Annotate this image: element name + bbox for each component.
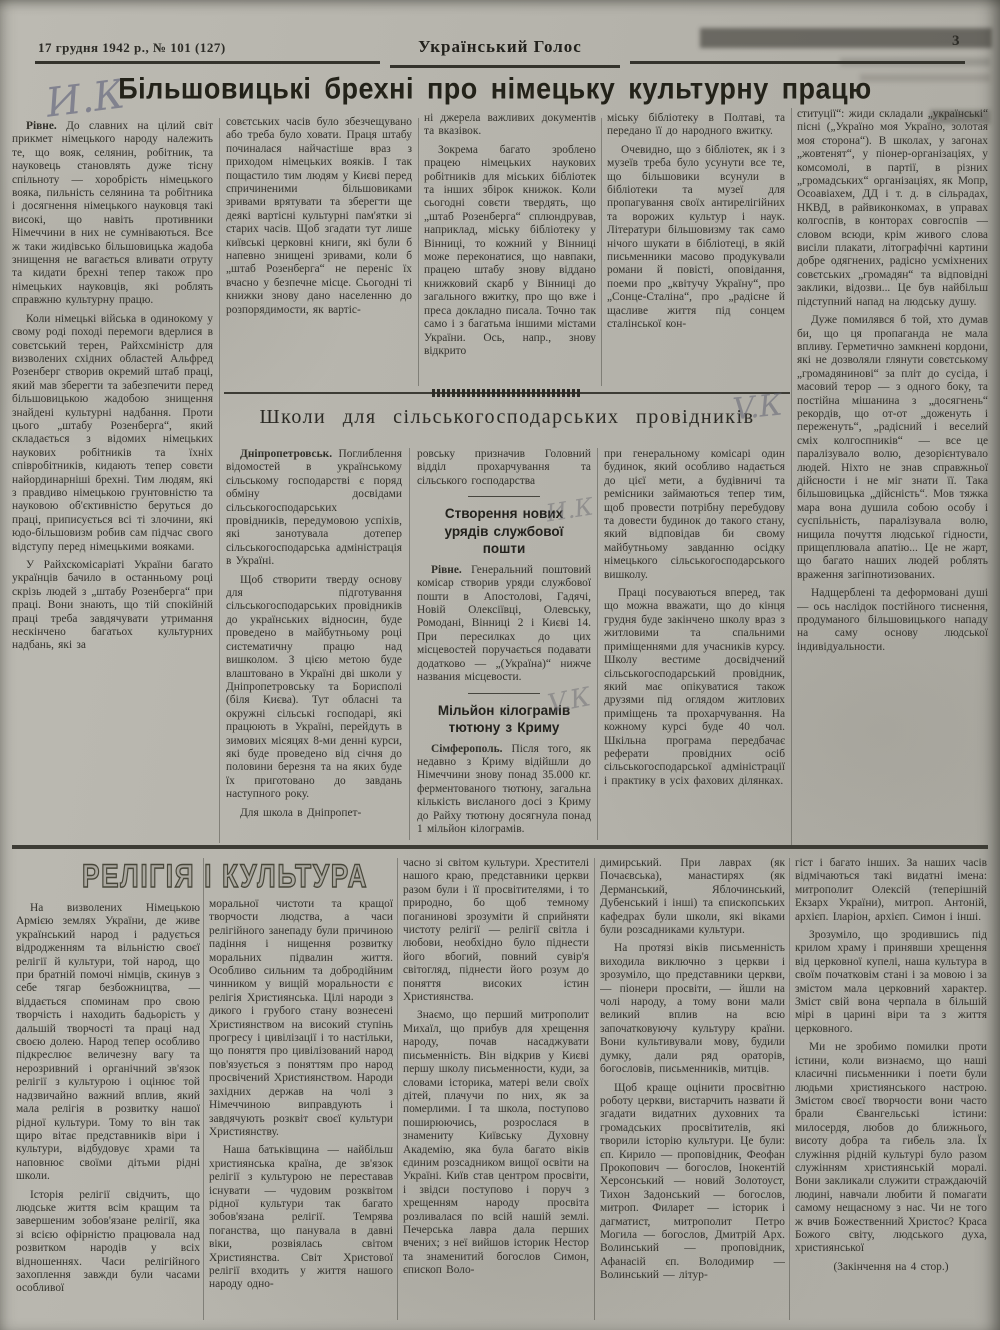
- bleedthrough-smudge: [700, 28, 992, 48]
- post-offices-title: Створення нових урядів службової пошти: [444, 506, 564, 557]
- paragraph: ровську призначив Головний відділ прохарчування та сільського господарства: [417, 448, 591, 487]
- paragraph: Знаємо, що перший митрополит Михаїл, що прибув для хрещення народу, почав насаджувати письменність. Він відкрив у Києві першу школу письменности, куди, за словами історика, матері вели своїх дітей, плачучи по них, як за померлими. І та школа, поступово поширюючись, розрослася в знамениту Київську Духовну Академію, яка була багато віків єдиним розсадником вищої освіти на Україні. Київ став центром просвіти, і звідси поступово і поруч з хрещенням народу просвіта розливалася по всій нашій землі. Печерська лавра дала перших вчених; з неї вийшов історик Нестор та знаменитий богослов Симон, єпископ Воло-: [403, 1009, 589, 1277]
- paragraph: при генеральному комісарі один будинок, який особливо надається до цієї мети, а будівничі та ремісники займаються тепер тим, щоб провести потрібну перебудову та довести будинок до такого стану, який відповідав би свому майбутньому завданню осідку німецького сільськогосподарського вишколу.: [604, 448, 785, 581]
- masthead-rule: [35, 61, 380, 64]
- article2-column-3: [604, 448, 785, 840]
- article1-column-5: [797, 108, 988, 846]
- column-separator: [397, 858, 398, 1320]
- paragraph: ституції“: жиди складали „українські“ пісні („Україно моя Україно, золотая моя сторона“). В школах, у загонах „жовтенят“, у піонер-організаціях, у комсомолі, в партії, в різних „громадських“ організаціях, як Мопр, Осоавіахем, ДД і т. д. в сільрадах, НКВД, в райвиконкомах, в управах колгоспів, в конторах совгоспів — словом всюди, крім живого слова висіли плакати, літографічні картини добре одягнених, радісно усміхнених совєтських „громадян“ та відповідні заклики, відозви... Це був найбільш підступний напад на людську душу.: [797, 108, 988, 308]
- column-separator: [597, 448, 598, 840]
- handwritten-mark: V.К: [545, 682, 594, 720]
- paragraph: гіст і багато інших. За наших часів відмічаються такі видатні імена: митрополит Олексій (теперішній Екзарх України), митроп. Антоній, архієп. Іларіон, архієп. Симон і інші.: [795, 857, 987, 923]
- paragraph: Щоб створити тверду основу для підготування сільськогосподарських провідників до українських відносин, буде проведено в майбутньому році систематичну працю над вишколом. З цією метою буде влаштовано в Україні дві школи у Дніпропетровську та Борисполі (біля Києва). Тут обласні та окружні сільські господарі, які працюють в Україні, перейдуть в зимових місяцях 8-ми денні курси, які буде проведено від січня до половини березня та на яких буде їх приготовано до завдань наступного року.: [226, 573, 402, 801]
- paragraph: Дніпропетровськ. Поглиблення відомостей в українському сільському господарстві є поряд обміну досвідами сільськогосподарських провідників, передумовою успіхів, які занотувала дотепер сільськогосподарська адміністрація в Україні.: [226, 448, 402, 568]
- decorative-rule: [432, 389, 582, 397]
- paragraph: Рівне. Генеральний поштовий комісар створив уряди службової пошти в Апостолові, Гадячі, Новій Олексіївці, Олевську, Ромодані, Вінниці 2 і Києві 14. При пересилках до цих місцевостей поручається подавати додатково — „(Україна)“ нижче названия місцевости.: [417, 563, 591, 684]
- paragraph: Зокрема багато зроблено працею німецьких наукових робітників для міських бібліотек та інших збірок книжок. Коли сьогодні совєти твердять, що „штаб Розенберга“ сплюндрував, наприклад, міську бібліотеку у Вінниці, то кожний у Вінниці може переконатися, що навпаки, працею штабу знову віддано книжковий скарб у Вінниці до загального вжитку, про що вже і преса докладно писала. Точно так само і з багатьма іншими містами України. Ось, напр., знову відкрито: [424, 143, 596, 357]
- paragraph: Щоб краще оцінити просвітню роботу церкви, вистарчить назвати й згадати видатних духовних та громадських просвітителів, які творили історію культури. Це були: єп. Кирило — проповідник, Феофан Прокопович — богослов, Інокентій Херсонський — новий Золотоуст, Тихон Задонський — богослов, митроп. Филарет — історик і дагматист, митрополит Петро Могила — богослов, Дмитрій Арх. Волинський — проповідник, Афанасій єп. Володимир — Волинський — літур-: [600, 1081, 785, 1282]
- tobacco-title: Мільйон кілограмів тютюну з Криму: [437, 702, 571, 736]
- paragraph: міську бібліотеку в Полтаві, та передано її до народного вжитку.: [607, 112, 785, 138]
- page-number: 3: [952, 33, 960, 49]
- paragraph: На протязі віків письменність виходила виключно з церкви і зрозуміло, що представники церкви, — піонери просвіти, — йшли на чолі народу, а тому вони мали великий вплив на всю започатковуючу культуру країни. Вони культивували мову, будили думку, дали ряд ораторів, богословів, письменників, митців.: [600, 942, 785, 1076]
- paragraph: Надщерблені та деформовані душі — ось наслідок постійного тиснення, продуманого більшовицького нападу на саму основу людської індивідуальности.: [797, 587, 988, 653]
- handwritten-mark: И.К: [544, 492, 596, 528]
- paragraph: Праці посуваються вперед, так що можна вважати, що до кінця грудня буде закінчено школу враз з житловими та спальними приміщеннями для учасників курсу. Школу вестиме досвідчений сільськогосподарський провідник, який має опікуватися також друзями під оглядом житлових приміщень та прохарчування. На кожному курсі буде 40 чол. Шкільна програма передбачає реферати провідних осіб сільськогосподарської адміністрації і практику в усіх фахових ділянках.: [604, 587, 785, 787]
- paragraph: Історія релігії свідчить, що людське життя всім кращим та завершеним зобов'язане релігії, яка зі всією офірністю працювала над розвитком народів у всіх відношеннях. Часи релігійного захоплення завжди були часами особливої: [16, 1188, 200, 1295]
- article2-column-2: [417, 448, 591, 840]
- paragraph: На визволених Німецькою Армією землях України, де живе український народ і радується відродженням та вільністю своєї релігії й культури, той народ, що при братній помочі німців, скинув з себе тягар безбожництва, — віддається споминам про свою творчість і находить бадьорість у дальшій творчості та праці над своєю долею. Народ тепер особливо підкреслює величезну вагу та нерозривний і органічний зв'язок релігії з культурою і оцінює той надзвичайно важний вплив, який мала релігія в розвитку нашої рідної культури. Тому то він так щиро вітає представників віри і культури, відбудовує храми та наповнює своїми дітьми рідні школи.: [16, 902, 200, 1183]
- article-divider: [468, 693, 540, 694]
- paragraph: Рівне. До славних на цілий світ прикмет німецького народу належить те, що вояк, селянин, робітник, та науковець становлять дуже тісну спільноту — хоробрість німецького вояка, пильність селянина та робітника і досягнення німецького науковця такі високі, що навіть противники Німеччини в них не сумніваються. Все ж таки жидівсько більшовицька жадоба знищення не вагається вливати отруту та кидати брехні тепер також про німецьких науковців, які роблять справжню культурну працю.: [12, 120, 213, 307]
- article1-column-3: [424, 112, 596, 386]
- article1-column-1: [12, 120, 213, 842]
- handwritten-mark: И.К: [43, 71, 128, 127]
- column-separator: [791, 108, 792, 845]
- paragraph: Наша батьківщина — найбільш християнська країна, де зв'язок релігії з культурою не переставав існувати — чудовим розквітом рідної культури так багато зобов'язана релігії. Темрява поганства, що панувала в давні віки, розвіялась світом Християнства. Світ Христової релігії входить у життя нашого народу одно-: [209, 1144, 393, 1291]
- column-separator: [594, 858, 595, 1320]
- article3-column-4: [600, 857, 785, 1320]
- main-headline: Більшовицькі брехні про німецьку культурну працю: [118, 72, 872, 106]
- continuation-note: (Закінчення на 4 стор.): [833, 1260, 949, 1273]
- article3-column-3: [403, 857, 589, 1320]
- paragraph: Зрозуміло, що зродившись під крилом храму і принявши хрещення від церковної купелі, наша культура в своїм початковім стані і за мовою і за змістом мала церковний характер. Зміст свій вона черпала в більшій мірі в царині віри та з життя церковного.: [795, 929, 987, 1035]
- column-separator: [418, 118, 419, 386]
- paragraph: часно зі світом культури. Хрестителі нашого краю, представники церкви разом були і її просвітителями, і то природно, бо щоб темному поганинові зрозуміти й сприйняти чистоту релігії — релігії світла і любови, необхідно було піднести його вбогий, повний сувір'я світогляд, піднести його розум до поняття високих істин Християнства.: [403, 857, 589, 1004]
- religion-culture-headline: РЕЛІГІЯ І КУЛЬТУРА: [82, 858, 369, 894]
- article2-column-1: [226, 448, 402, 840]
- paragraph: моральної чистоти та кращої творчости людства, а часи релігійного занепаду були причиною падіння і нищення розвитку моральних підвалин життя. Особливо сильним та добродійним чинником у вищій моральности є релігія Християнська. Цілі народи з дикого і грубого стану вознесені Християнством на високий ступінь прогресу і цивілізації і то настільки, що поняття про цивілізований народ пов'язується з поняттям про народ просвічений Християнством. Народи західних держав на чолі з Німеччиною виправдують і завдячують розквіт своєї культури Християнству.: [209, 898, 393, 1138]
- column-separator: [789, 858, 790, 1320]
- paragraph: ні джерела важливих документів та вказівок.: [424, 112, 596, 138]
- handwritten-mark: V.К: [731, 387, 784, 428]
- paragraph: Дуже помилявся б той, хто думав би, що ця пропаганда не мала впливу. Герметично замкнені кордони, які не дозволяли глянути совєтському „громадянинові“ за пліт до сусіда, і масовий терор — з одного боку, та постійна мішанина з „досягнень“ рекордів, що от-от „доженуть і переженуть“, „радісний і веселий сміх колгоспників“ — все це паралізувало волю, дезорієнтувало людей. Ніхто не знав справжньої дійсности і не міг знати її. Така більшовицька „дійсність“. Мов тяжка мара вона душила собою особу і суспільність, паралізувала волю, нищила почуття людської гідности, прищеплювала апатію... Це не жарт, що багато наших людей роблять враження загіпнотизованих.: [797, 314, 988, 581]
- paragraph: Коли німецькі війська в одинокому у свому роді поході перемоги вдерлися в совєтський терен, Райхсміністр для визволених східних областей Альфред Розенберг створив окремий штаб праці, який мав зберегти та забезпечити перед більшовицькою жадобою знищення знайдені культурні надбання. Проти цього „штабу Розенберга“, який складається з відомих німецьких наукових робітників та їхніх співробітників, кидають тепер совєти найординарніші брехні. Тим людям, які з правдиво німецькою грунтовністю та науковою об'єктивністю беруться до праці, приписується всі ті злочини, які юдо-більшовизм робив сам підчас свого відступу перед німецькими вояками.: [12, 312, 213, 553]
- article1-column-4: [607, 112, 785, 386]
- column-separator: [601, 118, 602, 386]
- masthead-rule: [390, 65, 620, 68]
- column-separator: [409, 448, 410, 840]
- paragraph: совєтських часів було збезчещувано або треба було ховати. Праця штабу починалася найчастіше враз з приходом німецьких вояків. І так пощастило тим людям у Києві перед спричиненими більшовиками зривами врятувати та зберегти ще деякі вартісні культурні пам'ятки зі старих часів. Щоб згадати тут лише київські церковні книги, які були б напевно знищені зривами, коли б „штаб Розенберга“ не переніс їх вчасно у безпечне місце. Сьогодні ті книжки знову дано населенню до розпорядимости, як вартіс-: [226, 116, 412, 316]
- column-separator: [203, 858, 204, 1320]
- article1-column-2: [226, 116, 412, 386]
- article-divider: [468, 496, 540, 497]
- masthead-title: Український Голос: [418, 37, 582, 56]
- masthead-rule: [630, 61, 965, 64]
- masthead-date-issue: 17 грудня 1942 р., № 101 (127): [38, 40, 226, 55]
- section-divider-rule: [12, 845, 988, 849]
- article3-column-2: [209, 898, 393, 1320]
- paragraph: Ми не зробимо помилки проти істини, коли визнаємо, що наші класичні письменники і поети були людьми християнського настрою. Змістом своєї творчости вони часто брали Євангельські істини: милосердя, любов до ближнього, висоту добра та гибель зла. Їх служіння рідній культурі було разом служінням християнській моралі. Вони закликали служити страждаючій людині, навчали любити й помагати самому нещасному з нас. Чи не того ж вчив Божественний Христос? Краса Божого світу, людського духа, християнської: [795, 1041, 987, 1255]
- paragraph: Для школа в Дніпропет-: [240, 806, 362, 819]
- paragraph: Очевидно, що з бібліотек, як і з музеїв треба було усунути все те, що більшовики всунули в бібліотеки та музеї для пропагування своїх антирелігійних та ворожих культур і наук. Літератури більшовизму так само нічого шукати в бібліотеці, в якій письменники масово продукували романи й повісті, оповідання, поеми про „квітучу Україну“, про „Сонце-Сталіна“, про „радісне й щасливе життя під сонцем сталінської кон-: [607, 143, 785, 331]
- article3-column-5: [795, 857, 987, 1320]
- article3-column-1: [16, 902, 200, 1320]
- paragraph: димирський. При лаврах (як Почаєвська), манастирях (як Дерманський, Яблочинський, Дубенський і інші) та єпископських кафедрах були школи, які віками були розсадниками культури.: [600, 857, 785, 937]
- column-separator: [219, 118, 220, 843]
- paragraph: Сімферополь. Після того, як недавно з Криму відійшли до Німеччини знову понад 35.000 кг. ферментованого тютюну, загальна кількість висланого досі з Криму до Райху тютюну досягнула понад 1 мільйон кілограмів.: [417, 742, 591, 836]
- schools-headline: Школи для сільськогосподарських провідників: [259, 406, 755, 428]
- paragraph: У Райхскомісаріаті України багато українців бачило в останньому році скрізь людей з „штабу Розенберга“ при праці. Вони знають, що тій спокійній праці треба завдячувати утримання нескінчено багатьох культурних надбань, які за: [12, 559, 213, 652]
